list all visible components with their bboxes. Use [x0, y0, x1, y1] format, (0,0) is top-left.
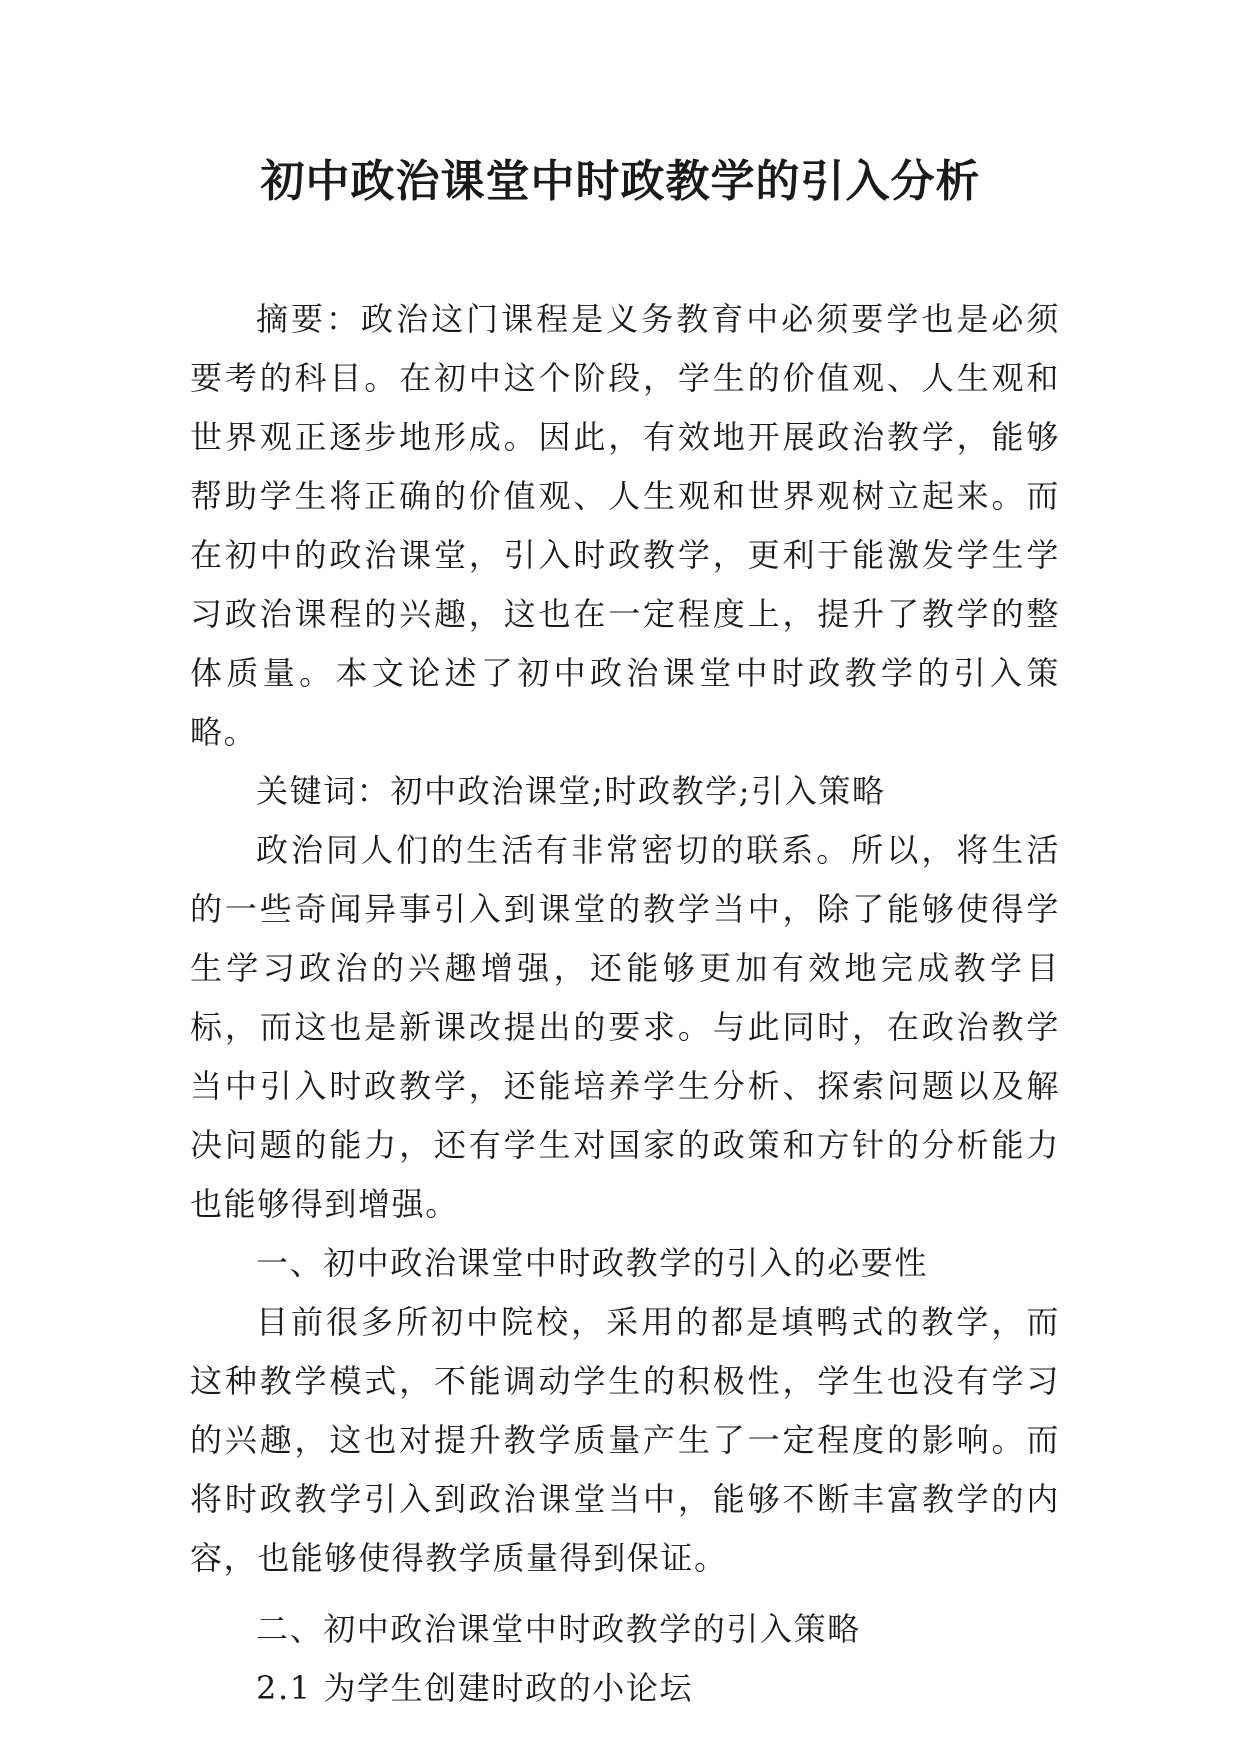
document-body [190, 290, 1060, 1718]
document-title: 初中政治课堂中时政教学的引入分析 [260, 156, 981, 207]
abstract-paragraph: 摘要：政治这门课程是义务教育中必须要学也是必须要考的科目。在初中这个阶段，学生的价值观、人生观和世界观正逐步地形成。因此，有效地开展政治教学，能够帮助学生将正确的价值观、人生观和世界观树立起来。而在初中的政治课堂，引入时政教学，更利于能激发学生学习政治课程的兴趣，这也在一定程度上，提升了教学的整体质量。本文论述了初中政治课堂中时政教学的引入策略。 [190, 300, 1060, 751]
intro-paragraph: 政治同人们的生活有非常密切的联系。所以，将生活的一些奇闻异事引入到课堂的教学当中，除了能够使得学生学习政治的兴趣增强，还能够更加有效地完成教学目标，而这也是新课改提出的要求。与此同时，在政治教学当中引入时政教学，还能培养学生分析、探索问题以及解决问题的能力，还有学生对国家的政策和方针的分析能力也能够得到增强。 [190, 831, 1060, 1223]
keywords-paragraph: 关键词：初中政治课堂;时政教学;引入策略 [256, 772, 886, 810]
subsection-heading-2-1: 2.1 为学生创建时政的小论坛 [256, 1669, 694, 1707]
section-heading-1: 一、初中政治课堂中时政教学的引入的必要性 [256, 1244, 929, 1282]
section-1-paragraph: 目前很多所初中院校，采用的都是填鸭式的教学，而这种教学模式，不能调动学生的积极性，学生也没有学习的兴趣，这也对提升教学质量产生了一定程度的影响。而将时政教学引入到政治课堂当中，能够不断丰富教学的内容，也能够使得教学质量得到保证。 [190, 1303, 1060, 1577]
section-heading-2: 二、初中政治课堂中时政教学的引入策略 [256, 1610, 861, 1648]
